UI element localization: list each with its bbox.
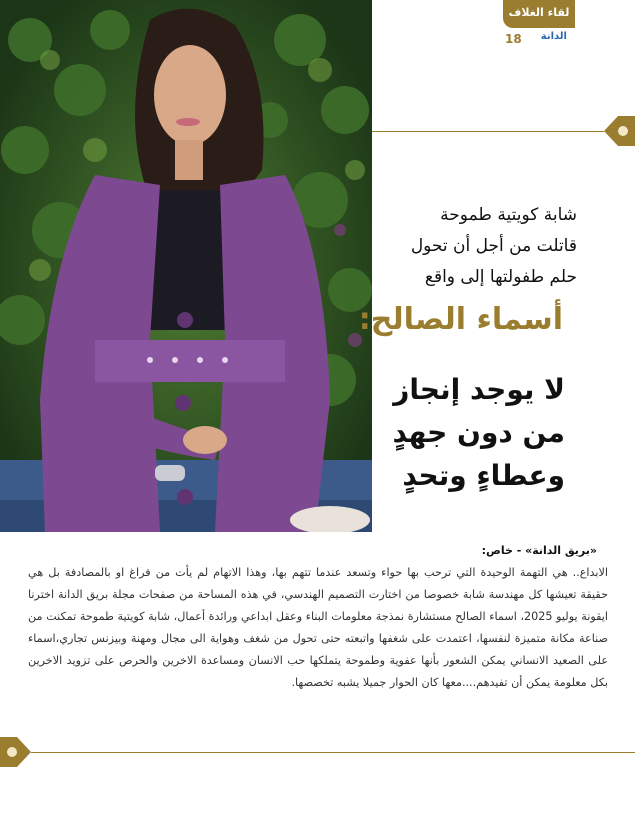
interviewee-name: أسماء الصالح: bbox=[358, 302, 563, 337]
bottom-rule bbox=[31, 752, 635, 753]
article-body: الابداع.. هي التهمة الوحيدة التي ترحب بها حواء وتسعد عندما تتهم بها، وهذا الاتهام لم يأت من فراغ او بالمصادفة بل هي حقيقة تعيشها كل مهندسة شابة خصوصا من اختارت التصميم الهندسي، في هذه المساحة من صفحات مجلة بريق الدانة اخترنا ايقونة يوليو 2025، اسماء الصالح مستشارة نمذجة معلومات البناء وعقل ابداعي ورائدة أعمال، شابة كويتية طموحة تمكنت من صناعة مكانة متميزة لنفسها، اعتمدت على شغفها واتبعته حتى تحول من شغف وهواية الى مجال ومهنة وبيزنس تجاري،اسماء على الصعيد الانساني يمكن الشعور بأنها عفوية وطموحة يتملكها حب الانسان ومساعدة الاخرين والحرص على تزويد الاخرين بكل معلومة يمكن أن تفيدهم....معها كان الحوار جميلا يشبه تخصصها. bbox=[28, 566, 609, 689]
subtitle-line: قاتلت من أجل أن تحول bbox=[410, 236, 577, 256]
subtitle bbox=[317, 200, 577, 293]
headline bbox=[305, 368, 565, 497]
arrow-marker-bottom bbox=[0, 737, 31, 767]
subtitle-line: شابة كويتية طموحة bbox=[440, 205, 577, 225]
headline-line: وعطاءٍ وتحدٍ bbox=[402, 459, 565, 492]
page-number: 18 bbox=[505, 32, 522, 46]
headline-line: لا يوجد إنجاز bbox=[393, 373, 565, 406]
arrow-marker-top bbox=[604, 116, 635, 146]
section-tab bbox=[503, 0, 575, 50]
section-label: لقاء الغلاف bbox=[503, 0, 575, 28]
subtitle-line: حلم طفولتها إلى واقع bbox=[424, 267, 577, 287]
headline-line: من دون جهدٍ bbox=[392, 416, 565, 449]
top-rule bbox=[372, 131, 604, 132]
byline: «بريق الدانة» - خاص: bbox=[481, 544, 597, 557]
brand-logo: الدانة bbox=[540, 31, 567, 42]
